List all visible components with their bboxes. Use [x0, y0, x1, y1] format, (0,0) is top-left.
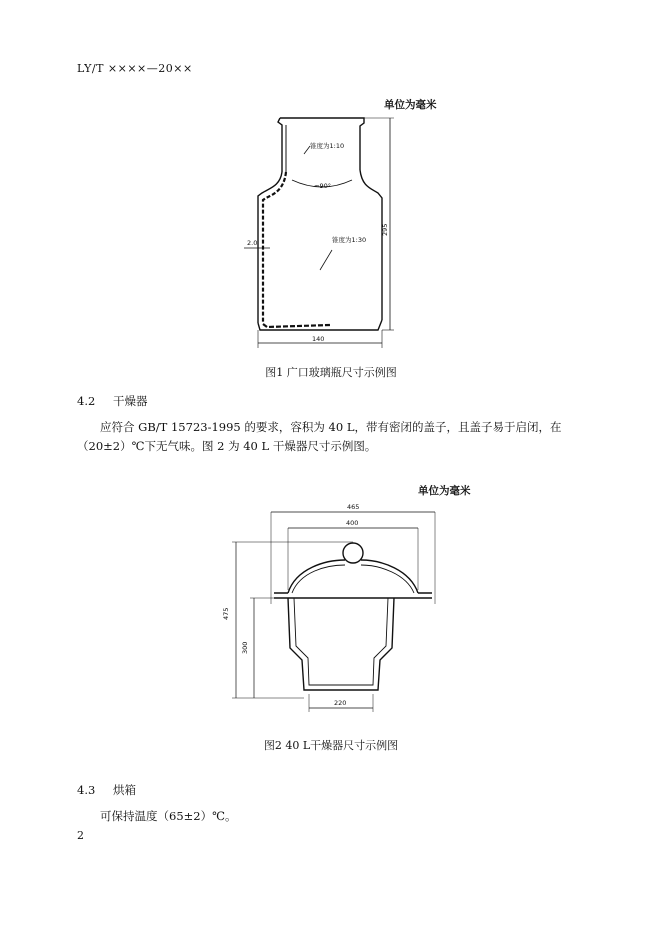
figure1-taper-body-label: 锥度为1:30	[332, 236, 367, 244]
document-code-header: LY/T ××××—20××	[77, 62, 193, 75]
section-4-3-paragraph: 可保持温度（65±2）℃。	[100, 809, 237, 823]
figure2-caption: 图2 40 L干燥器尺寸示例图	[263, 739, 399, 752]
section-4-2-paragraph-line1: 应符合 GB/T 15723-1995 的要求，容积为 40 L，带有密闭的盖子，且盖子易于启闭，在	[100, 420, 562, 434]
figure2-outer-width-label: 465	[347, 503, 360, 511]
figure1-bottle-drawing	[240, 108, 410, 360]
section-4-3-title: 烘箱	[112, 783, 136, 797]
section-4-2-heading	[77, 393, 147, 409]
figure1-angle-label: ≈90°	[314, 182, 331, 190]
figure1-caption: 图1 广口玻璃瓶尺寸示例图	[265, 366, 397, 379]
figure2-desiccator-drawing	[214, 494, 444, 726]
figure1-thickness-label: 2.0	[247, 239, 258, 247]
figure1-taper-top-label: 锥度为1:10	[310, 142, 345, 150]
figure2-total-height-label: 475	[222, 607, 230, 620]
page-number: 2	[77, 829, 84, 842]
figure2-body-height-label: 300	[241, 641, 249, 654]
figure1-unit-label: 单位为毫米	[384, 99, 437, 111]
section-4-2-paragraph-line2: （20±2）℃下无气味。图 2 为 40 L 干燥器尺寸示例图。	[77, 439, 377, 453]
figure1-width-label: 140	[312, 335, 325, 343]
figure1-height-label: 295	[381, 223, 389, 236]
section-4-3-heading	[77, 782, 136, 798]
figure2-unit-label: 单位为毫米	[418, 485, 471, 497]
section-4-2-title: 干燥器	[112, 394, 148, 408]
figure2-inner-width-label: 400	[346, 519, 359, 527]
section-4-3-number: 4.3	[77, 783, 96, 797]
section-4-2-number: 4.2	[77, 394, 96, 408]
figure2-base-width-label: 220	[334, 699, 347, 707]
